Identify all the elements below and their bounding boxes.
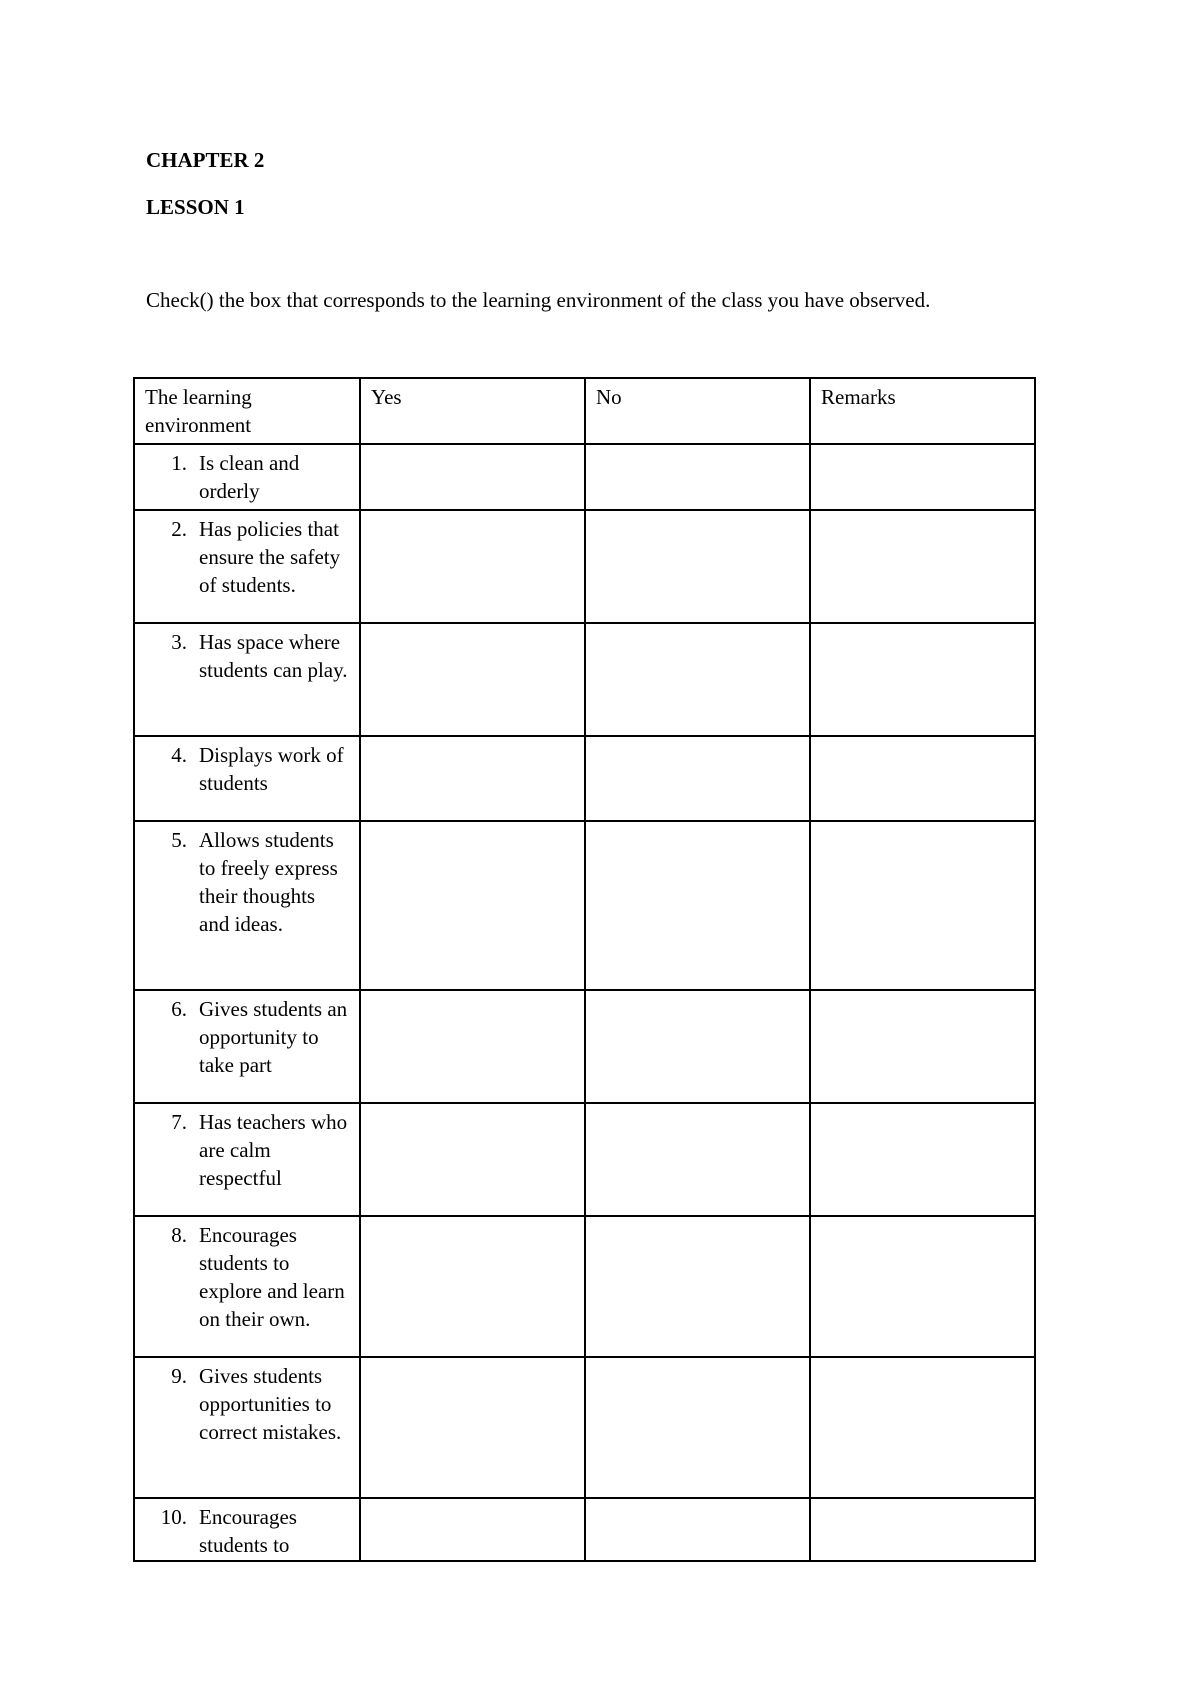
item-text: Displays work of students bbox=[199, 743, 344, 795]
lesson-heading: LESSON 1 bbox=[146, 195, 245, 219]
no-cell[interactable] bbox=[585, 1357, 810, 1498]
yes-cell[interactable] bbox=[360, 990, 585, 1103]
item-number: 2. bbox=[171, 517, 187, 541]
item-text: Gives students an opportunity to take part bbox=[199, 997, 348, 1077]
item-number: 10. bbox=[160, 1505, 187, 1529]
no-cell[interactable] bbox=[585, 623, 810, 736]
item-number: 6. bbox=[171, 997, 187, 1021]
item-text: Has space where students can play. bbox=[199, 630, 348, 682]
no-cell[interactable] bbox=[585, 1103, 810, 1216]
remarks-cell[interactable] bbox=[810, 1498, 1035, 1561]
item-cell bbox=[134, 1357, 360, 1498]
item-text: Is clean and orderly bbox=[199, 451, 300, 503]
yes-cell[interactable] bbox=[360, 1498, 585, 1561]
header-row bbox=[134, 378, 1035, 444]
table-row bbox=[134, 1103, 1035, 1216]
instruction-text: Check() the box that corresponds to the learning environment of the class you have observed. bbox=[146, 288, 931, 312]
no-cell[interactable] bbox=[585, 1216, 810, 1357]
table-row bbox=[134, 736, 1035, 821]
table-row bbox=[134, 990, 1035, 1103]
remarks-cell[interactable] bbox=[810, 1103, 1035, 1216]
item-number: 1. bbox=[171, 451, 187, 475]
yes-cell[interactable] bbox=[360, 1357, 585, 1498]
item-cell bbox=[134, 1216, 360, 1357]
remarks-cell[interactable] bbox=[810, 821, 1035, 990]
table-row bbox=[134, 444, 1035, 510]
table-row bbox=[134, 821, 1035, 990]
header-remarks: Remarks bbox=[810, 378, 1035, 444]
item-cell bbox=[134, 623, 360, 736]
no-cell[interactable] bbox=[585, 736, 810, 821]
remarks-cell[interactable] bbox=[810, 623, 1035, 736]
remarks-cell[interactable] bbox=[810, 990, 1035, 1103]
item-cell bbox=[134, 1103, 360, 1216]
observation-checklist-table bbox=[133, 377, 1036, 1562]
header-no: No bbox=[585, 378, 810, 444]
table-row bbox=[134, 1357, 1035, 1498]
item-number: 8. bbox=[171, 1223, 187, 1247]
no-cell[interactable] bbox=[585, 990, 810, 1103]
item-number: 4. bbox=[171, 743, 187, 767]
remarks-cell[interactable] bbox=[810, 510, 1035, 623]
header-item: The learning environment bbox=[134, 378, 360, 444]
remarks-cell[interactable] bbox=[810, 736, 1035, 821]
table-row bbox=[134, 623, 1035, 736]
yes-cell[interactable] bbox=[360, 510, 585, 623]
item-cell bbox=[134, 821, 360, 990]
item-cell bbox=[134, 736, 360, 821]
no-cell[interactable] bbox=[585, 821, 810, 990]
no-cell[interactable] bbox=[585, 1498, 810, 1561]
item-cell bbox=[134, 510, 360, 623]
item-text: Encourages students to explore and learn on their own. bbox=[199, 1223, 345, 1331]
header-yes: Yes bbox=[360, 378, 585, 444]
chapter-heading: CHAPTER 2 bbox=[146, 148, 265, 172]
item-text: Encourages students to bbox=[199, 1505, 297, 1557]
remarks-cell[interactable] bbox=[810, 1216, 1035, 1357]
yes-cell[interactable] bbox=[360, 736, 585, 821]
no-cell[interactable] bbox=[585, 444, 810, 510]
item-text: Allows students to freely express their thoughts and ideas. bbox=[199, 828, 338, 936]
item-number: 5. bbox=[171, 828, 187, 852]
yes-cell[interactable] bbox=[360, 821, 585, 990]
no-cell[interactable] bbox=[585, 510, 810, 623]
item-number: 9. bbox=[171, 1364, 187, 1388]
table-row bbox=[134, 1216, 1035, 1357]
yes-cell[interactable] bbox=[360, 1216, 585, 1357]
item-cell bbox=[134, 1498, 360, 1561]
item-text: Has teachers who are calm respectful bbox=[199, 1110, 348, 1190]
item-cell bbox=[134, 990, 360, 1103]
yes-cell[interactable] bbox=[360, 1103, 585, 1216]
item-text: Has policies that ensure the safety of students. bbox=[199, 517, 341, 597]
remarks-cell[interactable] bbox=[810, 444, 1035, 510]
item-cell bbox=[134, 444, 360, 510]
item-number: 7. bbox=[171, 1110, 187, 1134]
item-text: Gives students opportunities to correct mistakes. bbox=[199, 1364, 342, 1444]
yes-cell[interactable] bbox=[360, 444, 585, 510]
yes-cell[interactable] bbox=[360, 623, 585, 736]
remarks-cell[interactable] bbox=[810, 1357, 1035, 1498]
item-number: 3. bbox=[171, 630, 187, 654]
table-row bbox=[134, 1498, 1035, 1561]
table-row bbox=[134, 510, 1035, 623]
